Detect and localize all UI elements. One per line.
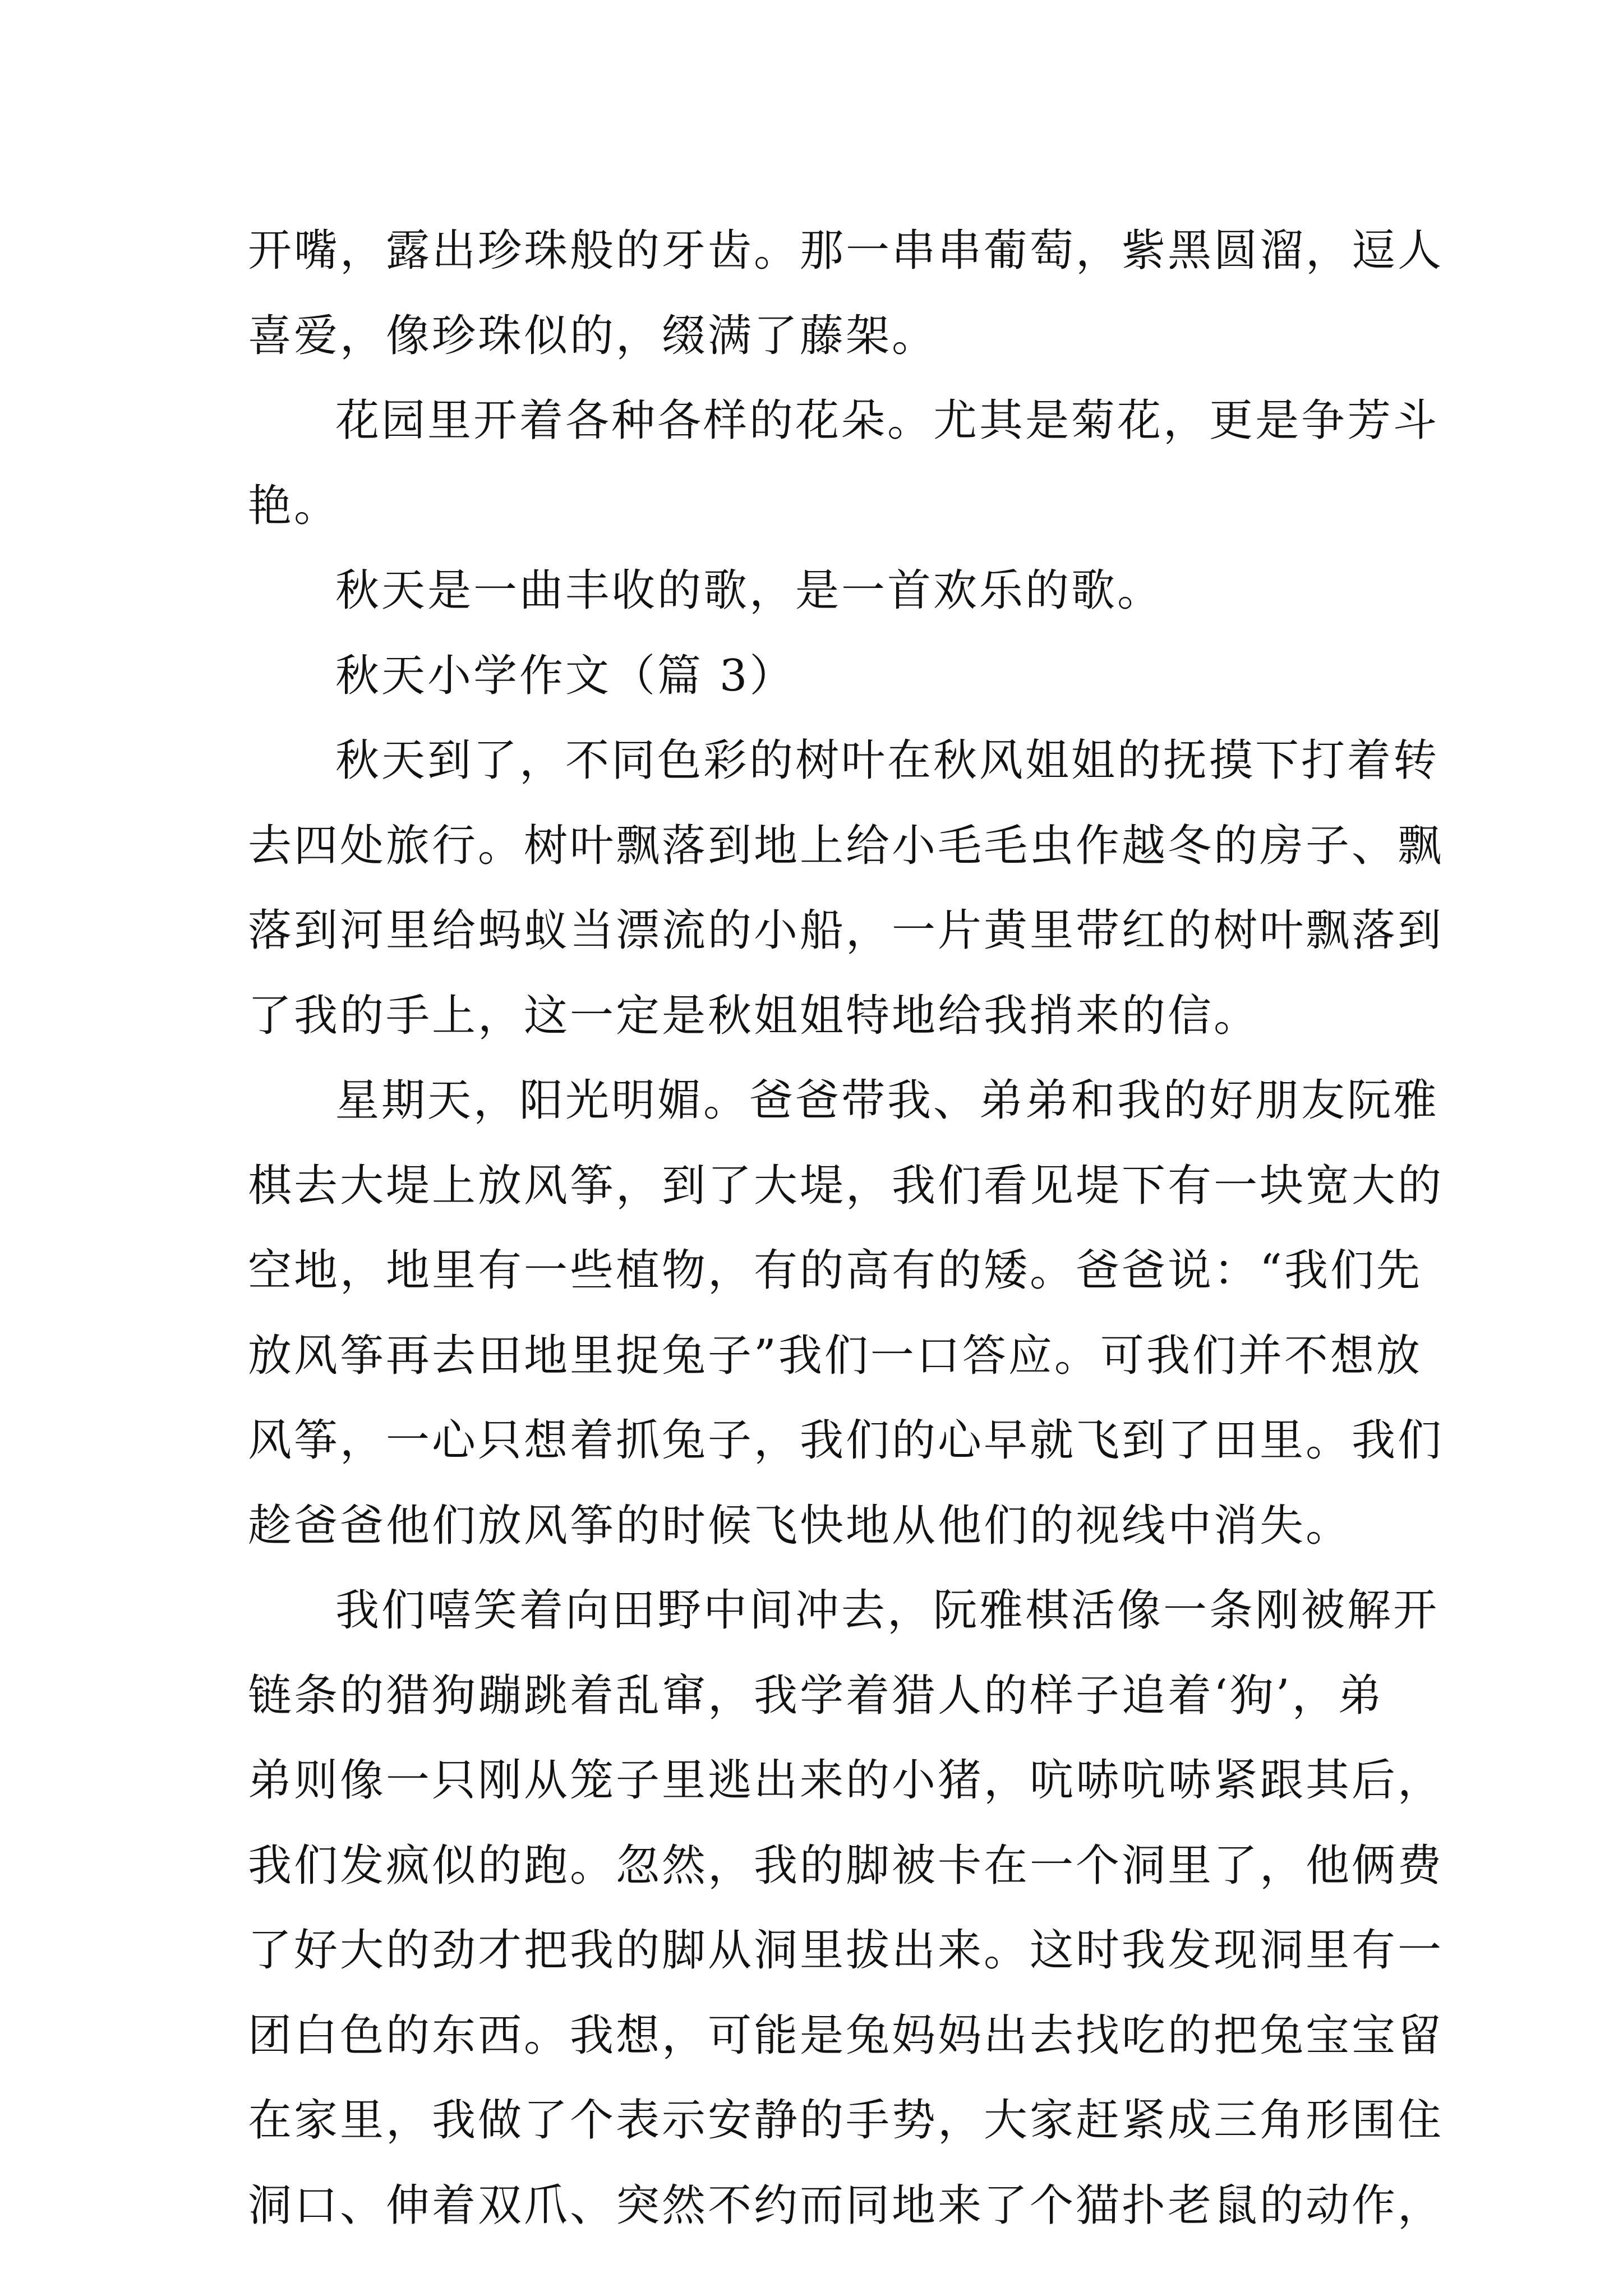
text-line: 艳。: [248, 480, 340, 531]
text-line: 棋去大堤上放风筝，到了大堤，我们看见堤下有一块宽大的: [248, 1160, 1444, 1211]
heading-text: 秋天小学作文（篇 3）: [335, 650, 796, 701]
document-body: [248, 209, 1444, 2248]
text-line: 在家里，我做了个表示安静的手势，大家赶紧成三角形围住: [248, 2095, 1444, 2146]
paragraph-flowers: [248, 379, 1440, 549]
text-line: 空地，地里有一些植物，有的高有的矮。爸爸说：“我们先: [248, 1245, 1422, 1296]
paragraph-song: [248, 549, 1382, 634]
text-line: 花园里开着各种各样的花朵。尤其是菊花，更是争芳斗: [335, 395, 1440, 446]
text-line: 我们发疯似的跑。忽然，我的脚被卡在一个洞里了，他俩费: [248, 1840, 1444, 1891]
section-heading: [248, 634, 1382, 719]
text-line: 开嘴，露出珍珠般的牙齿。那一串串葡萄，紫黑圆溜，逗人: [248, 226, 1444, 276]
text-line: 我们嘻笑着向田野中间冲去，阮雅棋活像一条刚被解开: [335, 1585, 1440, 1636]
text-line: 了我的手上，这一定是秋姐姐特地给我捎来的信。: [248, 990, 1260, 1041]
text-line: 链条的猎狗蹦跳着乱窜，我学着猎人的样子追着‘狗’，弟: [248, 1670, 1384, 1721]
text-line: 秋天到了，不同色彩的树叶在秋风姐姐的抚摸下打着转: [335, 735, 1440, 786]
paragraph-kites: [248, 1059, 1444, 1568]
text-line: 洞口、伸着双爪、突然不约而同地来了个猫扑老鼠的动作，: [248, 2180, 1444, 2231]
text-line: 风筝，一心只想着抓兔子，我们的心早就飞到了田里。我们: [248, 1415, 1444, 1466]
text-line: 团白色的东西。我想，可能是兔妈妈出去找吃的把兔宝宝留: [248, 2010, 1444, 2061]
paragraph-leaves: [248, 719, 1444, 1059]
text-line: 放风筝再去田地里捉兔子”我们一口答应。可我们并不想放: [248, 1330, 1422, 1381]
text-line: 了好大的劲才把我的脚从洞里拔出来。这时我发现洞里有一: [248, 1925, 1444, 1976]
paragraph-grapes: [248, 209, 1444, 379]
text-line: 趁爸爸他们放风筝的时候飞快地从他们的视线中消失。: [248, 1500, 1352, 1551]
text-line: 落到河里给蚂蚁当漂流的小船，一片黄里带红的树叶飘落到: [248, 905, 1444, 956]
text-line: 弟则像一只刚从笼子里逃出来的小猪，吭哧吭哧紧跟其后，: [248, 1755, 1444, 1806]
text-line: 星期天，阳光明媚。爸爸带我、弟弟和我的好朋友阮雅: [335, 1075, 1440, 1126]
text-line: 喜爱，像珍珠似的，缀满了藤架。: [248, 310, 938, 361]
paragraph-rabbit-chase: [248, 1568, 1444, 2248]
text-line: 去四处旅行。树叶飘落到地上给小毛毛虫作越冬的房子、飘: [248, 820, 1444, 871]
text-line: 秋天是一曲丰收的歌，是一首欢乐的歌。: [335, 565, 1164, 616]
